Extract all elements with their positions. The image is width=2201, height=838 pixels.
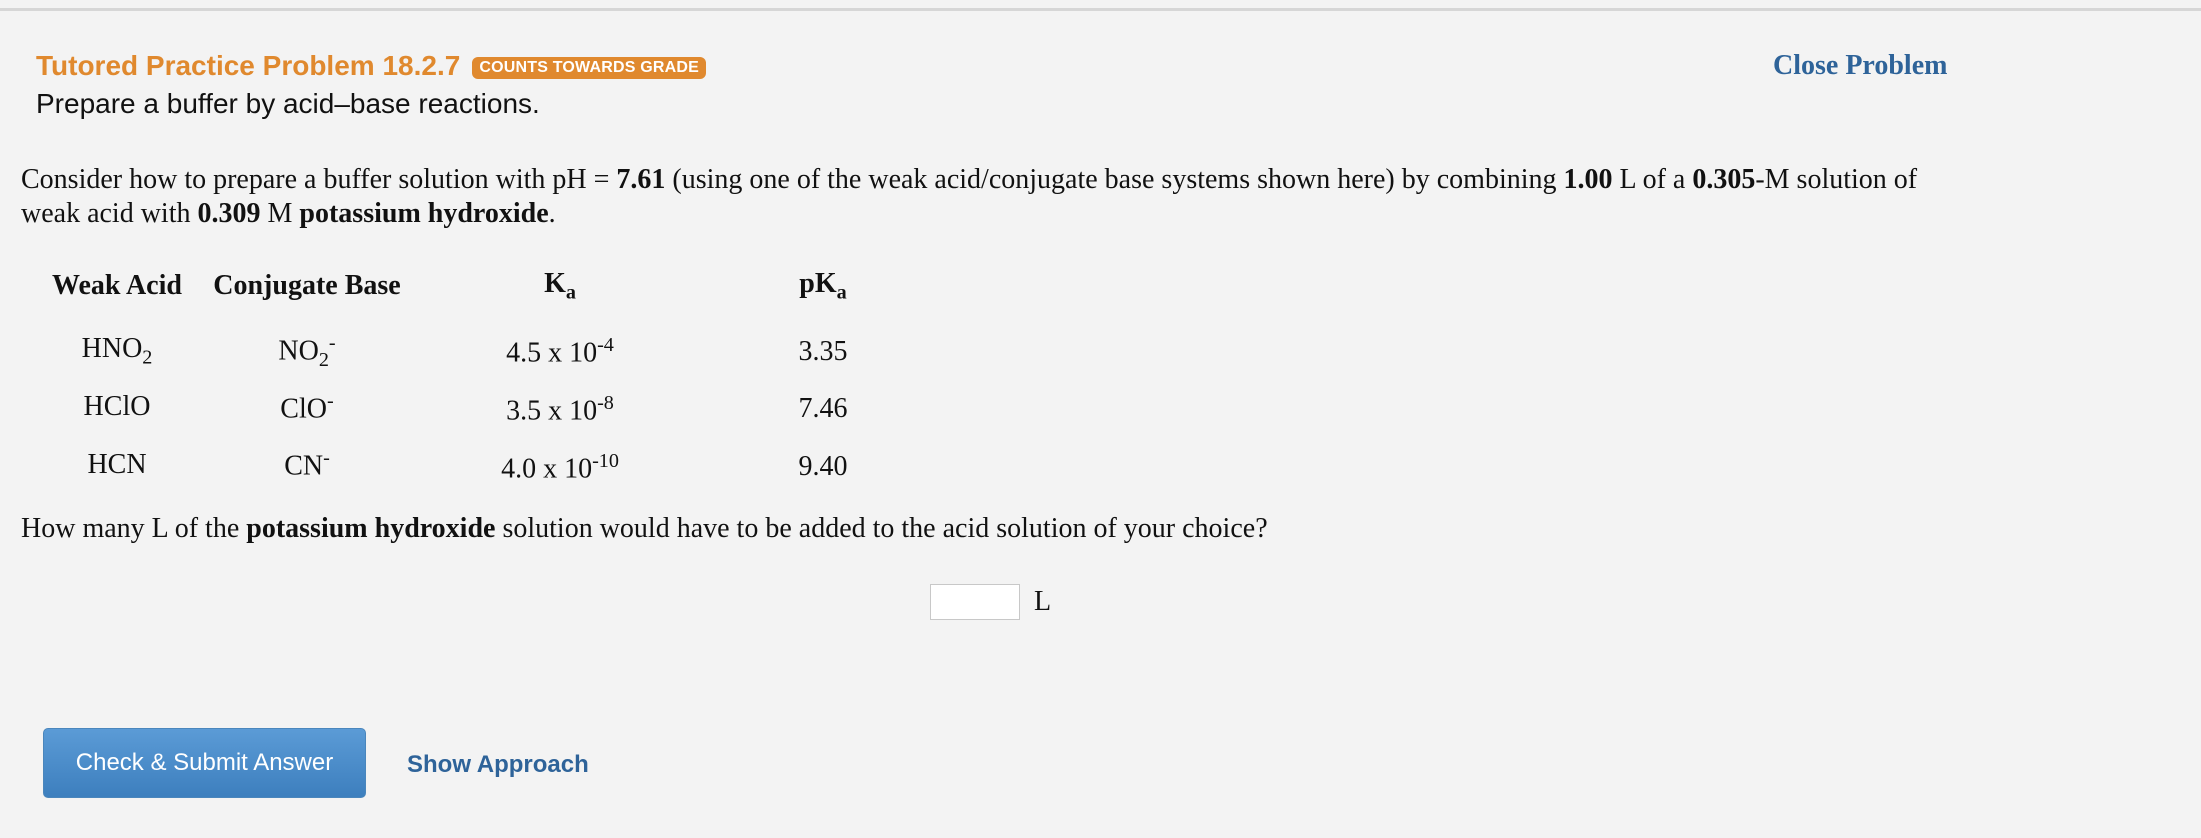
base-name: potassium hydroxide — [299, 198, 549, 229]
conjugate-base-cell: CN- — [284, 447, 330, 482]
intro-text: (using one of the weak acid/conjugate base systems shown here) by combining — [665, 164, 1564, 195]
check-submit-button[interactable]: Check & Submit Answer — [43, 728, 366, 798]
ph-value: 7.61 — [616, 164, 666, 195]
ka-cell: 3.5 x $10^{-8}$ — [506, 391, 614, 427]
header-conjugate-base: Conjugate Base — [213, 270, 401, 302]
table-row — [46, 381, 952, 439]
answer-unit-label: L — [1034, 586, 1052, 617]
header-weak-acid: Weak Acid — [52, 270, 182, 302]
problem-title: Tutored Practice Problem 18.2.7 — [36, 50, 461, 81]
volume-value: 1.00 — [1563, 164, 1613, 195]
problem-statement — [21, 163, 1981, 231]
pka-cell: 3.35 — [798, 335, 848, 367]
ka-cell: 4.5 x $10^{-4}$ — [506, 333, 614, 369]
acid-base-table — [46, 268, 952, 496]
title-row — [36, 50, 706, 82]
question-base-name: potassium hydroxide — [246, 513, 496, 544]
grade-badge: COUNTS TOWARDS GRADE — [472, 57, 706, 79]
top-divider — [0, 8, 2201, 11]
intro-text: L of a — [1612, 164, 1693, 195]
answer-area — [930, 584, 1051, 620]
acid-concentration: 0.305 — [1692, 164, 1756, 195]
conjugate-base-cell: ClO- — [280, 389, 334, 424]
weak-acid-cell: HCN — [87, 449, 147, 481]
table-row — [46, 323, 952, 381]
base-concentration: 0.309 — [197, 198, 261, 229]
problem-header — [36, 50, 706, 120]
answer-input[interactable] — [930, 584, 1020, 620]
table-row — [46, 438, 952, 496]
intro-text: -M solution of weak acid with — [21, 164, 1918, 229]
weak-acid-cell: HClO — [83, 391, 151, 423]
question-text: How many L of the potassium hydroxide solution would have to be added to the acid solution of your choice? — [21, 513, 1268, 544]
show-approach-link[interactable]: Show Approach — [407, 751, 589, 778]
intro-text: . — [548, 198, 556, 229]
close-problem-link[interactable]: Close Problem — [1773, 50, 1948, 81]
pka-cell: 9.40 — [798, 451, 848, 483]
conjugate-base-cell: $NO_2^-$ — [278, 331, 336, 371]
intro-text: Consider how to prepare a buffer solution with pH = — [21, 164, 617, 195]
table-header-row — [46, 268, 952, 323]
weak-acid-cell: $HNO_2$ — [81, 333, 153, 369]
header-ka: $K_a$ — [544, 268, 576, 304]
intro-text: M — [260, 198, 300, 229]
header-pka: $pK_a$ — [799, 268, 847, 304]
problem-subtitle: Prepare a buffer by acid–base reactions. — [36, 88, 540, 119]
pka-cell: 7.46 — [798, 393, 848, 425]
ka-cell: 4.0 x $10^{-10}$ — [501, 449, 619, 485]
